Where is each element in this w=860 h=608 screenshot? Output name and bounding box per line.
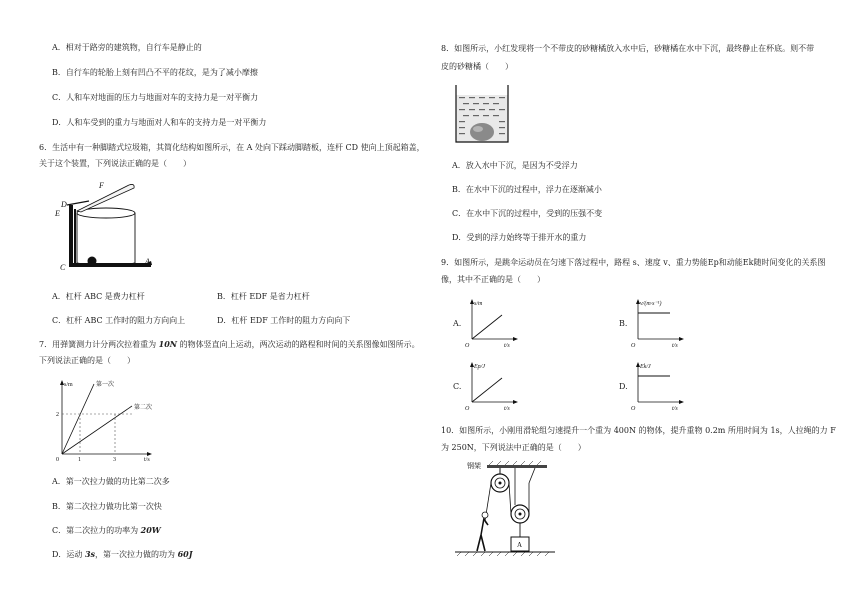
svg-text:v/(m·s⁻¹): v/(m·s⁻¹)	[640, 301, 662, 307]
q7-tick-y2: 2	[56, 412, 59, 418]
svg-text:t/s: t/s	[672, 343, 678, 349]
q7-option-b: B．第二次拉力做功比第一次快	[52, 502, 162, 511]
q6-option-a: A．杠杆 ABC 是费力杠杆	[52, 292, 145, 301]
q8-option-a: A．放入水中下沉，是因为不受浮力	[452, 161, 578, 170]
svg-text:t/s: t/s	[504, 343, 510, 349]
q9-graph-a-letter: A.	[453, 319, 462, 328]
q9-graph-c-letter: C.	[453, 382, 462, 391]
svg-text:t/s: t/s	[504, 406, 510, 412]
q8-stem-line2: 皮的砂糖橘（ ）	[441, 62, 513, 71]
fig-label-e: E	[55, 209, 60, 218]
q7-series2-label: 第二次	[134, 405, 153, 411]
q7-tick-x1: 1	[78, 457, 81, 463]
q7-stem-line2: 下列说法正确的是（ ）	[39, 356, 135, 365]
fig-label-a: A	[145, 257, 150, 266]
q7-option-d: D．运动 3s，第一次拉力做的功为 60J	[52, 549, 193, 559]
q9-graph-b	[630, 297, 690, 349]
q6-option-c: C．杠杆 ABC 工作时的阻力方向向上	[52, 316, 186, 325]
q6-stem-line1: 6．生活中有一种脚踏式垃圾箱，其简化结构如图所示，在 A 处向下踩动脚踏板，连杆 CD 使向上顶起箱盖，	[39, 143, 425, 152]
q6-trash-can-figure	[55, 177, 165, 277]
svg-text:O: O	[465, 343, 470, 349]
q7-option-c: C．第二次拉力的功率为 20W	[52, 525, 161, 535]
q10-stem-line1: 10．如图所示，小刚用滑轮组匀速提升一个重为 400N 的物体，提升重物 0.2m 所用时间为 1s，人拉绳的力 F	[441, 426, 836, 435]
q10-pulley-figure	[455, 459, 565, 564]
q7-st-graph	[50, 378, 160, 462]
svg-text:O: O	[631, 406, 636, 412]
svg-text:t/s: t/s	[672, 406, 678, 412]
svg-text:O: O	[465, 406, 470, 412]
q10-block-label: A	[517, 541, 523, 549]
q7-series1-label: 第一次	[96, 382, 115, 388]
q8-stem-line1: 8．如图所示，小红发现将一个不带皮的砂糖橘放入水中后，砂糖橘在水中下沉，最终静止在杯底。则不带	[441, 44, 815, 53]
q8-option-c: C．在水中下沉的过程中，受到的压强不变	[452, 209, 603, 218]
fig-label-d: D	[61, 200, 67, 209]
q6-option-b: B．杠杆 EDF 是省力杠杆	[217, 292, 310, 301]
q5-option-c: C．人和车对地面的压力与地面对车的支持力是一对平衡力	[52, 93, 259, 102]
q9-graph-d	[630, 360, 690, 412]
q10-frame-label: 钢架	[467, 462, 481, 470]
q10-stem-line2: 为 250N，下列说法中正确的是（ ）	[441, 443, 586, 452]
svg-text:s/m: s/m	[474, 301, 483, 307]
q7-tick-x3: 3	[113, 457, 116, 463]
fig-label-f: F	[99, 181, 104, 190]
q9-stem-line2: 像，其中不正确的是（ ）	[441, 275, 545, 284]
svg-text:O: O	[631, 343, 636, 349]
q5-option-a: A．相对于路旁的建筑物，自行车是静止的	[52, 43, 202, 52]
q8-beaker-figure	[453, 83, 513, 145]
q5-option-b: B．自行车的轮胎上刻有凹凸不平的花纹，是为了减小摩擦	[52, 68, 258, 77]
svg-text:Ek/J: Ek/J	[640, 364, 651, 370]
q8-option-d: D．受到的浮力始终等于排开水的重力	[452, 233, 587, 242]
svg-text:Ep/J: Ep/J	[474, 364, 485, 370]
q6-stem-line2: 关于这个装置，下列说法正确的是（ ）	[39, 159, 191, 168]
q7-option-a: A．第一次拉力做的功比第二次多	[52, 477, 170, 486]
q9-graph-d-letter: D.	[619, 382, 628, 391]
q7-xlabel: t/s	[144, 457, 150, 463]
q6-option-d: D．杠杆 EDF 工作时的阻力方向向下	[217, 316, 351, 325]
fig-label-b: B	[87, 257, 92, 266]
q7-tick-origin: 0	[56, 457, 59, 463]
q9-stem-line1: 9．如图所示，是跳伞运动员在匀速下落过程中，路程 s、速度 v、重力势能Ep和动能Ek随时间变化的关系图	[441, 258, 826, 267]
q7-stem-line1: 7．用弹簧测力计分两次拉着重为 10N 的物体竖直向上运动，两次运动的路程和时间的关系图像如图所示。	[39, 339, 420, 349]
q7-ylabel: s/m	[64, 382, 73, 388]
q9-graph-a	[464, 297, 524, 349]
q9-graph-c	[464, 360, 524, 412]
q8-option-b: B．在水中下沉的过程中，浮力在逐渐减小	[452, 185, 602, 194]
fig-label-c: C	[60, 263, 66, 272]
q9-graph-b-letter: B.	[619, 319, 628, 328]
q5-option-d: D．人和车受到的重力与地面对人和车的支持力是一对平衡力	[52, 118, 267, 127]
